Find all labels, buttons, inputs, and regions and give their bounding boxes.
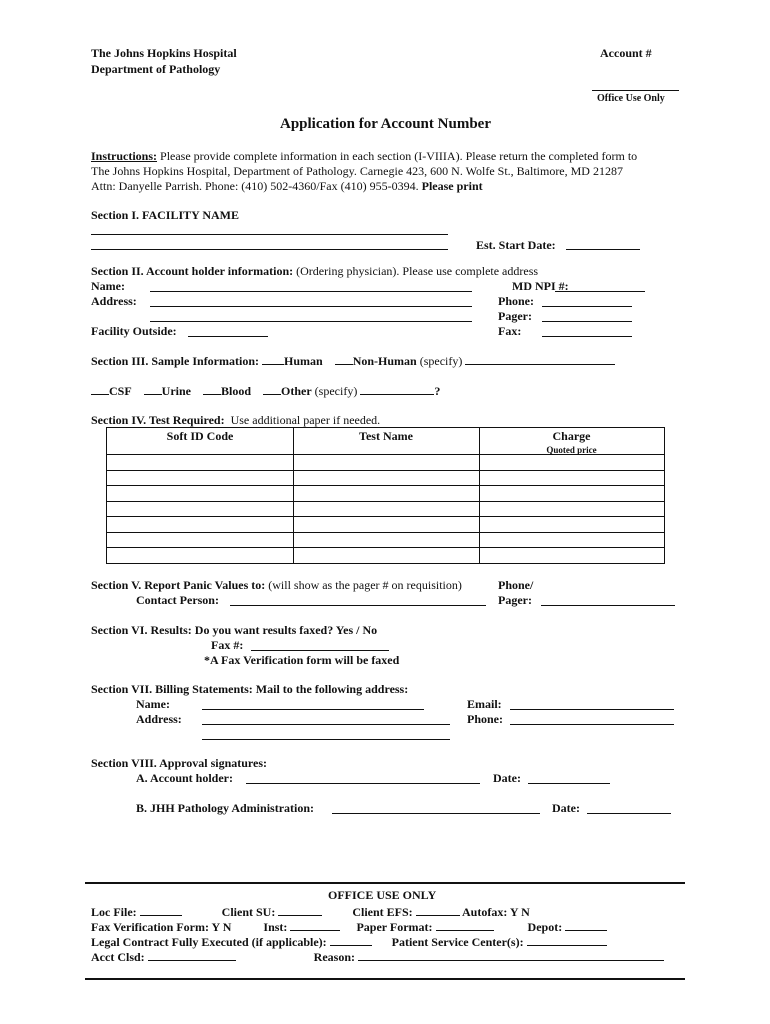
section-1-heading: Section I. FACILITY NAME xyxy=(91,208,240,222)
acct-clsd-label: Acct Clsd: xyxy=(91,950,145,964)
other-specify-label: (specify) xyxy=(314,384,358,398)
inst-label: Inst: xyxy=(263,920,288,934)
billing-address-field-2[interactable] xyxy=(202,739,450,740)
table-row[interactable] xyxy=(107,454,664,455)
other-question-mark: ? xyxy=(434,384,441,398)
instructions-line-2: The Johns Hopkins Hospital, Department of Pathology. Carnegie 423, 600 N. Wolfe St., Baltimore, MD 21287 xyxy=(91,164,623,178)
reason-field[interactable] xyxy=(358,949,664,961)
legal-contract-label: Legal Contract Fully Executed (if applicable): xyxy=(91,935,327,949)
depot-field[interactable] xyxy=(565,919,607,931)
instructions-line-3 xyxy=(91,179,483,194)
start-date-field[interactable] xyxy=(566,249,640,250)
please-print: Please print xyxy=(421,179,483,193)
other-checkline[interactable] xyxy=(263,383,281,395)
non-human-checkline[interactable] xyxy=(335,353,353,365)
holder-address-field-2[interactable] xyxy=(150,321,472,322)
results-fax-label: Fax #: xyxy=(211,638,244,652)
section-4-heading-row xyxy=(91,413,380,428)
psc-field[interactable] xyxy=(527,934,607,946)
col-charge-subheader: Quoted price xyxy=(546,445,597,455)
office-row-1 xyxy=(91,904,530,920)
table-row[interactable] xyxy=(107,501,664,502)
blood-checkline[interactable] xyxy=(203,383,221,395)
facility-outside-label: Facility Outside: xyxy=(91,324,177,338)
billing-address-label: Address: xyxy=(136,712,182,726)
section-3-row-1 xyxy=(91,353,615,369)
table-row[interactable] xyxy=(107,485,664,486)
account-holder-signature-field[interactable] xyxy=(246,783,480,784)
table-row[interactable] xyxy=(107,516,664,517)
billing-name-field[interactable] xyxy=(202,709,424,710)
section-8-heading: Section VIII. Approval signatures: xyxy=(91,756,268,770)
holder-name-field[interactable] xyxy=(150,291,472,292)
md-npi-label: MD NPI #: xyxy=(512,279,569,293)
depot-label: Depot: xyxy=(527,920,563,934)
autofax-label: Autofax: Y N xyxy=(462,905,530,919)
page-title: Application for Account Number xyxy=(280,116,491,132)
holder-pager-label: Pager: xyxy=(498,309,532,323)
paper-format-field[interactable] xyxy=(436,919,494,931)
test-required-table xyxy=(106,427,665,564)
human-label: Human xyxy=(284,354,323,368)
loc-file-field[interactable] xyxy=(140,904,182,916)
reason-label: Reason: xyxy=(313,950,355,964)
holder-pager-field[interactable] xyxy=(542,321,632,322)
other-specify-field[interactable] xyxy=(360,383,434,395)
office-row-4 xyxy=(91,949,664,965)
panic-pager-field[interactable] xyxy=(541,605,675,606)
non-human-specify-label: (specify) xyxy=(419,354,463,368)
office-row-2 xyxy=(91,919,607,935)
table-row[interactable] xyxy=(107,470,664,471)
section-2-heading: Section II. Account holder information: xyxy=(91,264,294,278)
holder-name-label: Name: xyxy=(91,279,125,293)
jhh-admin-signature-field[interactable] xyxy=(332,813,540,814)
account-holder-date-field[interactable] xyxy=(528,783,610,784)
client-su-label: Client SU: xyxy=(221,905,276,919)
col-test-name-header: Test Name xyxy=(359,429,413,443)
billing-name-label: Name: xyxy=(136,697,170,711)
office-row-3 xyxy=(91,934,607,950)
hospital-name: The Johns Hopkins Hospital xyxy=(91,46,237,60)
section-4-note: Use additional paper if needed. xyxy=(230,413,381,427)
csf-label: CSF xyxy=(109,384,132,398)
billing-email-label: Email: xyxy=(467,697,502,711)
instructions-label: Instructions: xyxy=(91,149,158,163)
fax-verification-yn-label: Fax Verification Form: Y N xyxy=(91,920,232,934)
holder-phone-label: Phone: xyxy=(498,294,534,308)
instructions-line-1 xyxy=(91,149,637,164)
billing-email-field[interactable] xyxy=(510,709,674,710)
facility-name-line-2[interactable] xyxy=(91,249,448,250)
instructions-text-1: Please provide complete information in each section (I-VIIIA). Please return the completed form to xyxy=(160,149,638,163)
section-5-heading: Section V. Report Panic Values to: xyxy=(91,578,266,592)
urine-checkline[interactable] xyxy=(144,383,162,395)
col-charge-header: Charge xyxy=(552,429,591,443)
paper-format-label: Paper Format: xyxy=(356,920,433,934)
client-efs-label: Client EFS: xyxy=(352,905,413,919)
section-3-row-2 xyxy=(91,383,440,399)
urine-label: Urine xyxy=(161,384,191,398)
jhh-admin-date-label: Date: xyxy=(552,801,580,815)
panic-phone-label: Phone/ xyxy=(498,578,534,592)
section-6-heading: Section VI. Results: Do you want results faxed? Yes / No xyxy=(91,623,378,637)
acct-clsd-field[interactable] xyxy=(148,949,236,961)
section-5-note: (will show as the pager # on requisition) xyxy=(268,578,462,592)
start-date-label: Est. Start Date: xyxy=(476,238,556,252)
holder-address-label: Address: xyxy=(91,294,137,308)
panic-pager-label: Pager: xyxy=(498,593,532,607)
section-4-heading: Section IV. Test Required: xyxy=(91,413,225,427)
office-top-rule xyxy=(85,882,685,884)
human-checkline[interactable] xyxy=(262,353,284,365)
jhh-admin-signature-label: B. JHH Pathology Administration: xyxy=(136,801,315,815)
contact-person-field[interactable] xyxy=(230,605,486,606)
section-7-heading: Section VII. Billing Statements: Mail to the following address: xyxy=(91,682,409,696)
office-use-heading: OFFICE USE ONLY xyxy=(328,888,437,902)
results-fax-field[interactable] xyxy=(251,650,389,651)
office-bottom-rule xyxy=(85,978,685,980)
holder-address-field-1[interactable] xyxy=(150,306,472,307)
account-number-label: Account # xyxy=(600,46,652,60)
table-row[interactable] xyxy=(107,532,664,533)
legal-contract-field[interactable] xyxy=(330,934,372,946)
client-su-field[interactable] xyxy=(278,904,322,916)
col-soft-id-header: Soft ID Code xyxy=(166,429,234,443)
account-holder-signature-label: A. Account holder: xyxy=(136,771,233,785)
billing-phone-field[interactable] xyxy=(510,724,674,725)
loc-file-label: Loc File: xyxy=(91,905,137,919)
inst-field[interactable] xyxy=(290,919,340,931)
client-efs-field[interactable] xyxy=(416,904,460,916)
facility-name-line-1[interactable] xyxy=(91,234,448,235)
department-name: Department of Pathology xyxy=(91,62,221,76)
section-2-heading-row xyxy=(91,264,538,279)
table-row[interactable] xyxy=(107,547,664,548)
blood-label: Blood xyxy=(221,384,252,398)
section-5-heading-row xyxy=(91,578,462,593)
office-use-only-label: Office Use Only xyxy=(597,93,665,104)
instructions-text-3: Attn: Danyelle Parrish. Phone: (410) 502-4360/Fax (410) 955-0394. xyxy=(91,179,419,193)
section-2-note: (Ordering physician). Please use complete address xyxy=(296,264,539,278)
holder-fax-field[interactable] xyxy=(542,336,632,337)
section-3-heading: Section III. Sample Information: xyxy=(91,354,260,368)
jhh-admin-date-field[interactable] xyxy=(587,813,671,814)
contact-person-label: Contact Person: xyxy=(136,593,219,607)
holder-fax-label: Fax: xyxy=(498,324,522,338)
facility-outside-field[interactable] xyxy=(188,336,268,337)
holder-phone-field[interactable] xyxy=(542,306,632,307)
md-npi-field[interactable] xyxy=(555,291,645,292)
psc-label: Patient Service Center(s): xyxy=(391,935,524,949)
account-holder-date-label: Date: xyxy=(493,771,521,785)
billing-phone-label: Phone: xyxy=(467,712,503,726)
non-human-label: Non-Human xyxy=(352,354,417,368)
other-label: Other xyxy=(281,384,312,398)
csf-checkline[interactable] xyxy=(91,383,109,395)
non-human-specify-field[interactable] xyxy=(465,353,615,365)
fax-verification-note: *A Fax Verification form will be faxed xyxy=(204,653,400,667)
billing-address-field-1[interactable] xyxy=(202,724,450,725)
table-divider-1 xyxy=(293,428,294,563)
